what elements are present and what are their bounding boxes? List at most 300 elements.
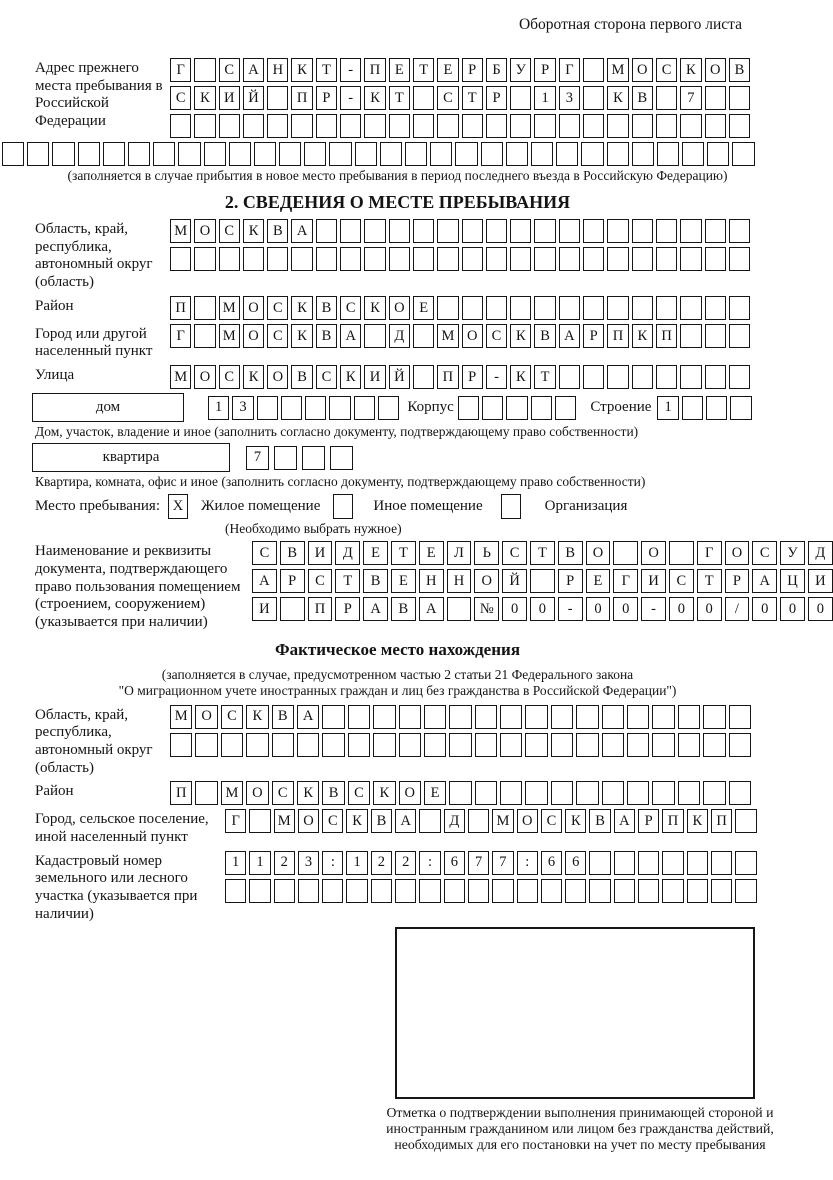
char-cell[interactable] xyxy=(506,142,528,166)
char-cell[interactable]: П xyxy=(170,296,191,320)
char-cell[interactable] xyxy=(583,219,604,243)
char-cell[interactable] xyxy=(711,879,732,903)
char-cell[interactable] xyxy=(576,781,598,805)
char-cell[interactable] xyxy=(583,247,604,271)
char-cell[interactable] xyxy=(729,733,751,757)
char-cell[interactable]: 1 xyxy=(249,851,270,875)
char-cell[interactable]: 0 xyxy=(586,597,611,621)
char-cell[interactable] xyxy=(373,733,395,757)
char-cell[interactable] xyxy=(354,396,375,420)
char-cell[interactable] xyxy=(413,219,434,243)
char-cell[interactable]: Т xyxy=(391,541,416,565)
char-cell[interactable] xyxy=(729,86,750,110)
char-cell[interactable]: 3 xyxy=(298,851,319,875)
char-cell[interactable] xyxy=(551,733,573,757)
char-cell[interactable]: И xyxy=(364,365,385,389)
char-cell[interactable] xyxy=(178,142,200,166)
char-cell[interactable] xyxy=(346,879,367,903)
char-cell[interactable] xyxy=(735,809,756,833)
char-cell[interactable]: С xyxy=(219,365,240,389)
char-cell[interactable] xyxy=(680,247,701,271)
char-cell[interactable]: Е xyxy=(363,541,388,565)
char-cell[interactable]: К xyxy=(243,365,264,389)
char-cell[interactable]: П xyxy=(170,781,192,805)
char-cell[interactable] xyxy=(194,324,215,348)
char-cell[interactable]: В xyxy=(729,58,750,82)
char-cell[interactable]: С xyxy=(348,781,370,805)
char-cell[interactable] xyxy=(254,142,276,166)
char-cell[interactable]: Ь xyxy=(474,541,499,565)
char-cell[interactable] xyxy=(486,219,507,243)
char-cell[interactable] xyxy=(656,219,677,243)
char-cell[interactable] xyxy=(687,879,708,903)
char-cell[interactable] xyxy=(437,247,458,271)
char-cell[interactable] xyxy=(682,142,704,166)
char-cell[interactable]: 1 xyxy=(534,86,555,110)
char-cell[interactable] xyxy=(632,114,653,138)
char-cell[interactable] xyxy=(419,809,440,833)
char-cell[interactable] xyxy=(531,142,553,166)
char-cell[interactable] xyxy=(705,296,726,320)
char-cell[interactable] xyxy=(525,705,547,729)
char-cell[interactable] xyxy=(703,705,725,729)
char-cell[interactable]: М xyxy=(492,809,513,833)
char-cell[interactable]: А xyxy=(340,324,361,348)
char-cell[interactable]: А xyxy=(752,569,777,593)
char-cell[interactable] xyxy=(455,142,477,166)
char-cell[interactable]: О xyxy=(725,541,750,565)
char-cell[interactable] xyxy=(583,365,604,389)
char-cell[interactable] xyxy=(475,733,497,757)
char-cell[interactable] xyxy=(735,879,756,903)
char-cell[interactable] xyxy=(607,365,628,389)
char-cell[interactable] xyxy=(486,296,507,320)
char-cell[interactable]: М xyxy=(607,58,628,82)
char-cell[interactable] xyxy=(449,705,471,729)
char-cell[interactable] xyxy=(257,396,278,420)
char-cell[interactable]: Е xyxy=(586,569,611,593)
char-cell[interactable] xyxy=(170,247,191,271)
char-cell[interactable] xyxy=(506,396,527,420)
char-cell[interactable] xyxy=(705,114,726,138)
char-cell[interactable]: - xyxy=(558,597,583,621)
char-cell[interactable] xyxy=(380,142,402,166)
char-cell[interactable]: Р xyxy=(316,86,337,110)
char-cell[interactable] xyxy=(329,396,350,420)
char-cell[interactable] xyxy=(551,705,573,729)
char-cell[interactable]: Т xyxy=(316,58,337,82)
char-cell[interactable]: - xyxy=(340,86,361,110)
char-cell[interactable] xyxy=(279,142,301,166)
char-cell[interactable]: 7 xyxy=(680,86,701,110)
char-cell[interactable] xyxy=(170,733,192,757)
char-cell[interactable]: О xyxy=(389,296,410,320)
char-cell[interactable]: Р xyxy=(486,86,507,110)
char-cell[interactable]: 1 xyxy=(225,851,246,875)
char-cell[interactable]: Д xyxy=(335,541,360,565)
char-cell[interactable] xyxy=(525,781,547,805)
char-cell[interactable]: 0 xyxy=(808,597,833,621)
char-cell[interactable]: В xyxy=(316,296,337,320)
char-cell[interactable]: И xyxy=(808,569,833,593)
char-cell[interactable]: С xyxy=(752,541,777,565)
char-cell[interactable] xyxy=(534,296,555,320)
char-cell[interactable] xyxy=(652,781,674,805)
char-cell[interactable] xyxy=(607,296,628,320)
char-cell[interactable] xyxy=(272,733,294,757)
char-cell[interactable]: О xyxy=(194,365,215,389)
char-cell[interactable] xyxy=(449,733,471,757)
char-cell[interactable] xyxy=(492,879,513,903)
char-cell[interactable] xyxy=(729,365,750,389)
char-cell[interactable] xyxy=(329,142,351,166)
char-cell[interactable] xyxy=(103,142,125,166)
char-cell[interactable]: Г xyxy=(225,809,246,833)
char-cell[interactable] xyxy=(705,86,726,110)
char-cell[interactable]: О xyxy=(298,809,319,833)
char-cell[interactable]: А xyxy=(395,809,416,833)
char-cell[interactable]: В xyxy=(632,86,653,110)
char-cell[interactable] xyxy=(541,879,562,903)
char-cell[interactable]: К xyxy=(680,58,701,82)
char-cell[interactable] xyxy=(613,541,638,565)
char-cell[interactable]: Е xyxy=(424,781,446,805)
char-cell[interactable] xyxy=(534,114,555,138)
char-cell[interactable]: Г xyxy=(170,324,191,348)
char-cell[interactable] xyxy=(662,879,683,903)
char-cell[interactable]: 0 xyxy=(502,597,527,621)
char-cell[interactable]: О xyxy=(194,219,215,243)
char-cell[interactable]: К xyxy=(340,365,361,389)
char-cell[interactable]: Д xyxy=(389,324,410,348)
char-cell[interactable]: А xyxy=(291,219,312,243)
char-cell[interactable]: 0 xyxy=(530,597,555,621)
char-cell[interactable]: С xyxy=(486,324,507,348)
char-cell[interactable]: : xyxy=(322,851,343,875)
char-cell[interactable]: В xyxy=(322,781,344,805)
char-cell[interactable] xyxy=(340,247,361,271)
char-cell[interactable] xyxy=(656,296,677,320)
char-cell[interactable] xyxy=(583,296,604,320)
char-cell[interactable] xyxy=(705,365,726,389)
char-cell[interactable] xyxy=(348,705,370,729)
char-cell[interactable] xyxy=(687,851,708,875)
char-cell[interactable] xyxy=(703,733,725,757)
char-cell[interactable] xyxy=(500,733,522,757)
char-cell[interactable]: И xyxy=(308,541,333,565)
char-cell[interactable]: М xyxy=(221,781,243,805)
char-cell[interactable]: 2 xyxy=(395,851,416,875)
char-cell[interactable]: 6 xyxy=(565,851,586,875)
char-cell[interactable]: М xyxy=(170,219,191,243)
char-cell[interactable]: О xyxy=(462,324,483,348)
checkbox-residential[interactable]: X xyxy=(168,494,188,519)
char-cell[interactable]: - xyxy=(486,365,507,389)
char-cell[interactable]: П xyxy=(364,58,385,82)
char-cell[interactable] xyxy=(444,879,465,903)
char-cell[interactable]: 7 xyxy=(492,851,513,875)
char-cell[interactable] xyxy=(195,733,217,757)
char-cell[interactable] xyxy=(413,324,434,348)
char-cell[interactable]: 0 xyxy=(697,597,722,621)
char-cell[interactable] xyxy=(267,86,288,110)
char-cell[interactable]: О xyxy=(195,705,217,729)
char-cell[interactable] xyxy=(424,733,446,757)
char-cell[interactable] xyxy=(413,365,434,389)
char-cell[interactable] xyxy=(153,142,175,166)
char-cell[interactable]: С xyxy=(316,365,337,389)
char-cell[interactable] xyxy=(447,597,472,621)
char-cell[interactable] xyxy=(395,879,416,903)
char-cell[interactable] xyxy=(705,219,726,243)
char-cell[interactable] xyxy=(711,851,732,875)
char-cell[interactable]: Е xyxy=(419,541,444,565)
char-cell[interactable] xyxy=(413,114,434,138)
char-cell[interactable] xyxy=(556,142,578,166)
char-cell[interactable]: 6 xyxy=(444,851,465,875)
char-cell[interactable]: Р xyxy=(558,569,583,593)
char-cell[interactable] xyxy=(669,541,694,565)
char-cell[interactable] xyxy=(249,879,270,903)
char-cell[interactable]: А xyxy=(419,597,444,621)
char-cell[interactable]: П xyxy=(656,324,677,348)
char-cell[interactable]: 1 xyxy=(208,396,229,420)
char-cell[interactable] xyxy=(330,446,353,470)
char-cell[interactable] xyxy=(52,142,74,166)
char-cell[interactable] xyxy=(510,219,531,243)
char-cell[interactable]: К xyxy=(373,781,395,805)
char-cell[interactable]: И xyxy=(252,597,277,621)
char-cell[interactable] xyxy=(405,142,427,166)
char-cell[interactable]: - xyxy=(641,597,666,621)
char-cell[interactable]: М xyxy=(219,296,240,320)
char-cell[interactable]: В xyxy=(371,809,392,833)
char-cell[interactable] xyxy=(500,705,522,729)
char-cell[interactable]: К xyxy=(194,86,215,110)
char-cell[interactable] xyxy=(662,851,683,875)
char-cell[interactable]: К xyxy=(346,809,367,833)
char-cell[interactable]: Д xyxy=(808,541,833,565)
char-cell[interactable] xyxy=(576,705,598,729)
char-cell[interactable]: Т xyxy=(462,86,483,110)
char-cell[interactable] xyxy=(78,142,100,166)
char-cell[interactable]: С xyxy=(502,541,527,565)
char-cell[interactable]: О xyxy=(632,58,653,82)
char-cell[interactable] xyxy=(246,733,268,757)
char-cell[interactable]: Р xyxy=(725,569,750,593)
char-cell[interactable] xyxy=(678,705,700,729)
char-cell[interactable] xyxy=(680,296,701,320)
char-cell[interactable]: К xyxy=(565,809,586,833)
char-cell[interactable]: - xyxy=(340,58,361,82)
char-cell[interactable] xyxy=(589,851,610,875)
char-cell[interactable] xyxy=(656,365,677,389)
char-cell[interactable] xyxy=(194,296,215,320)
char-cell[interactable] xyxy=(302,446,325,470)
char-cell[interactable]: Б xyxy=(486,58,507,82)
char-cell[interactable]: К xyxy=(687,809,708,833)
char-cell[interactable] xyxy=(481,142,503,166)
char-cell[interactable] xyxy=(364,114,385,138)
char-cell[interactable] xyxy=(534,247,555,271)
char-cell[interactable]: О xyxy=(246,781,268,805)
char-cell[interactable] xyxy=(583,86,604,110)
char-cell[interactable]: Е xyxy=(389,58,410,82)
char-cell[interactable] xyxy=(291,114,312,138)
char-cell[interactable] xyxy=(576,733,598,757)
char-cell[interactable] xyxy=(559,247,580,271)
char-cell[interactable] xyxy=(680,219,701,243)
char-cell[interactable]: В xyxy=(391,597,416,621)
char-cell[interactable] xyxy=(632,247,653,271)
char-cell[interactable] xyxy=(607,142,629,166)
char-cell[interactable]: Н xyxy=(267,58,288,82)
char-cell[interactable] xyxy=(657,142,679,166)
char-cell[interactable] xyxy=(462,114,483,138)
char-cell[interactable] xyxy=(316,114,337,138)
char-cell[interactable] xyxy=(627,733,649,757)
char-cell[interactable] xyxy=(128,142,150,166)
char-cell[interactable]: В xyxy=(267,219,288,243)
char-cell[interactable] xyxy=(389,219,410,243)
char-cell[interactable] xyxy=(565,879,586,903)
char-cell[interactable]: С xyxy=(170,86,191,110)
char-cell[interactable]: К xyxy=(291,324,312,348)
char-cell[interactable]: С xyxy=(221,705,243,729)
char-cell[interactable]: О xyxy=(243,296,264,320)
char-cell[interactable] xyxy=(581,142,603,166)
char-cell[interactable] xyxy=(364,324,385,348)
char-cell[interactable]: Й xyxy=(502,569,527,593)
char-cell[interactable] xyxy=(729,781,751,805)
char-cell[interactable] xyxy=(656,86,677,110)
char-cell[interactable]: А xyxy=(252,569,277,593)
checkbox-other-premises[interactable] xyxy=(333,494,353,519)
char-cell[interactable] xyxy=(340,114,361,138)
char-cell[interactable] xyxy=(632,296,653,320)
char-cell[interactable]: С xyxy=(669,569,694,593)
char-cell[interactable] xyxy=(389,247,410,271)
char-cell[interactable]: А xyxy=(614,809,635,833)
char-cell[interactable] xyxy=(510,247,531,271)
char-cell[interactable]: П xyxy=(662,809,683,833)
char-cell[interactable]: Ц xyxy=(780,569,805,593)
char-cell[interactable]: В xyxy=(534,324,555,348)
char-cell[interactable]: Е xyxy=(391,569,416,593)
char-cell[interactable] xyxy=(462,296,483,320)
char-cell[interactable] xyxy=(437,296,458,320)
char-cell[interactable] xyxy=(322,705,344,729)
char-cell[interactable]: О xyxy=(399,781,421,805)
char-cell[interactable] xyxy=(534,219,555,243)
char-cell[interactable] xyxy=(364,219,385,243)
char-cell[interactable]: С xyxy=(219,219,240,243)
char-cell[interactable]: К xyxy=(246,705,268,729)
char-cell[interactable] xyxy=(729,247,750,271)
char-cell[interactable]: К xyxy=(510,365,531,389)
char-cell[interactable]: Р xyxy=(638,809,659,833)
char-cell[interactable] xyxy=(322,879,343,903)
char-cell[interactable]: : xyxy=(419,851,440,875)
char-cell[interactable]: О xyxy=(705,58,726,82)
char-cell[interactable] xyxy=(225,879,246,903)
char-cell[interactable] xyxy=(510,114,531,138)
char-cell[interactable] xyxy=(449,781,471,805)
char-cell[interactable] xyxy=(437,114,458,138)
char-cell[interactable]: К xyxy=(607,86,628,110)
char-cell[interactable] xyxy=(705,247,726,271)
char-cell[interactable] xyxy=(221,733,243,757)
char-cell[interactable] xyxy=(437,219,458,243)
char-cell[interactable] xyxy=(551,781,573,805)
char-cell[interactable] xyxy=(705,324,726,348)
char-cell[interactable] xyxy=(602,705,624,729)
char-cell[interactable]: С xyxy=(267,296,288,320)
char-cell[interactable] xyxy=(730,396,751,420)
char-cell[interactable] xyxy=(559,365,580,389)
char-cell[interactable] xyxy=(583,58,604,82)
char-cell[interactable]: Р xyxy=(462,365,483,389)
char-cell[interactable] xyxy=(486,114,507,138)
char-cell[interactable]: К xyxy=(243,219,264,243)
char-cell[interactable]: 1 xyxy=(657,396,678,420)
char-cell[interactable] xyxy=(656,114,677,138)
char-cell[interactable] xyxy=(732,142,754,166)
char-cell[interactable]: Е xyxy=(437,58,458,82)
char-cell[interactable] xyxy=(281,396,302,420)
char-cell[interactable] xyxy=(430,142,452,166)
char-cell[interactable] xyxy=(475,781,497,805)
char-cell[interactable]: С xyxy=(437,86,458,110)
char-cell[interactable] xyxy=(729,114,750,138)
char-cell[interactable]: С xyxy=(267,324,288,348)
char-cell[interactable] xyxy=(638,851,659,875)
char-cell[interactable] xyxy=(614,851,635,875)
char-cell[interactable]: К xyxy=(291,296,312,320)
char-cell[interactable]: А xyxy=(243,58,264,82)
checkbox-organization[interactable] xyxy=(501,494,521,519)
char-cell[interactable]: Т xyxy=(413,58,434,82)
char-cell[interactable] xyxy=(378,396,399,420)
char-cell[interactable] xyxy=(373,705,395,729)
char-cell[interactable] xyxy=(305,396,326,420)
char-cell[interactable]: Т xyxy=(530,541,555,565)
char-cell[interactable]: С xyxy=(219,58,240,82)
char-cell[interactable] xyxy=(249,809,270,833)
char-cell[interactable] xyxy=(707,142,729,166)
char-cell[interactable]: К xyxy=(364,86,385,110)
char-cell[interactable] xyxy=(399,705,421,729)
char-cell[interactable]: К xyxy=(632,324,653,348)
char-cell[interactable] xyxy=(364,247,385,271)
char-cell[interactable]: Й xyxy=(243,86,264,110)
char-cell[interactable] xyxy=(607,219,628,243)
char-cell[interactable]: Т xyxy=(697,569,722,593)
char-cell[interactable] xyxy=(559,219,580,243)
char-cell[interactable]: П xyxy=(308,597,333,621)
char-cell[interactable] xyxy=(229,142,251,166)
char-cell[interactable] xyxy=(517,879,538,903)
char-cell[interactable] xyxy=(729,324,750,348)
char-cell[interactable] xyxy=(267,114,288,138)
char-cell[interactable]: В xyxy=(316,324,337,348)
char-cell[interactable]: А xyxy=(559,324,580,348)
char-cell[interactable] xyxy=(348,733,370,757)
char-cell[interactable] xyxy=(602,781,624,805)
char-cell[interactable]: М xyxy=(219,324,240,348)
char-cell[interactable] xyxy=(729,296,750,320)
char-cell[interactable]: П xyxy=(291,86,312,110)
